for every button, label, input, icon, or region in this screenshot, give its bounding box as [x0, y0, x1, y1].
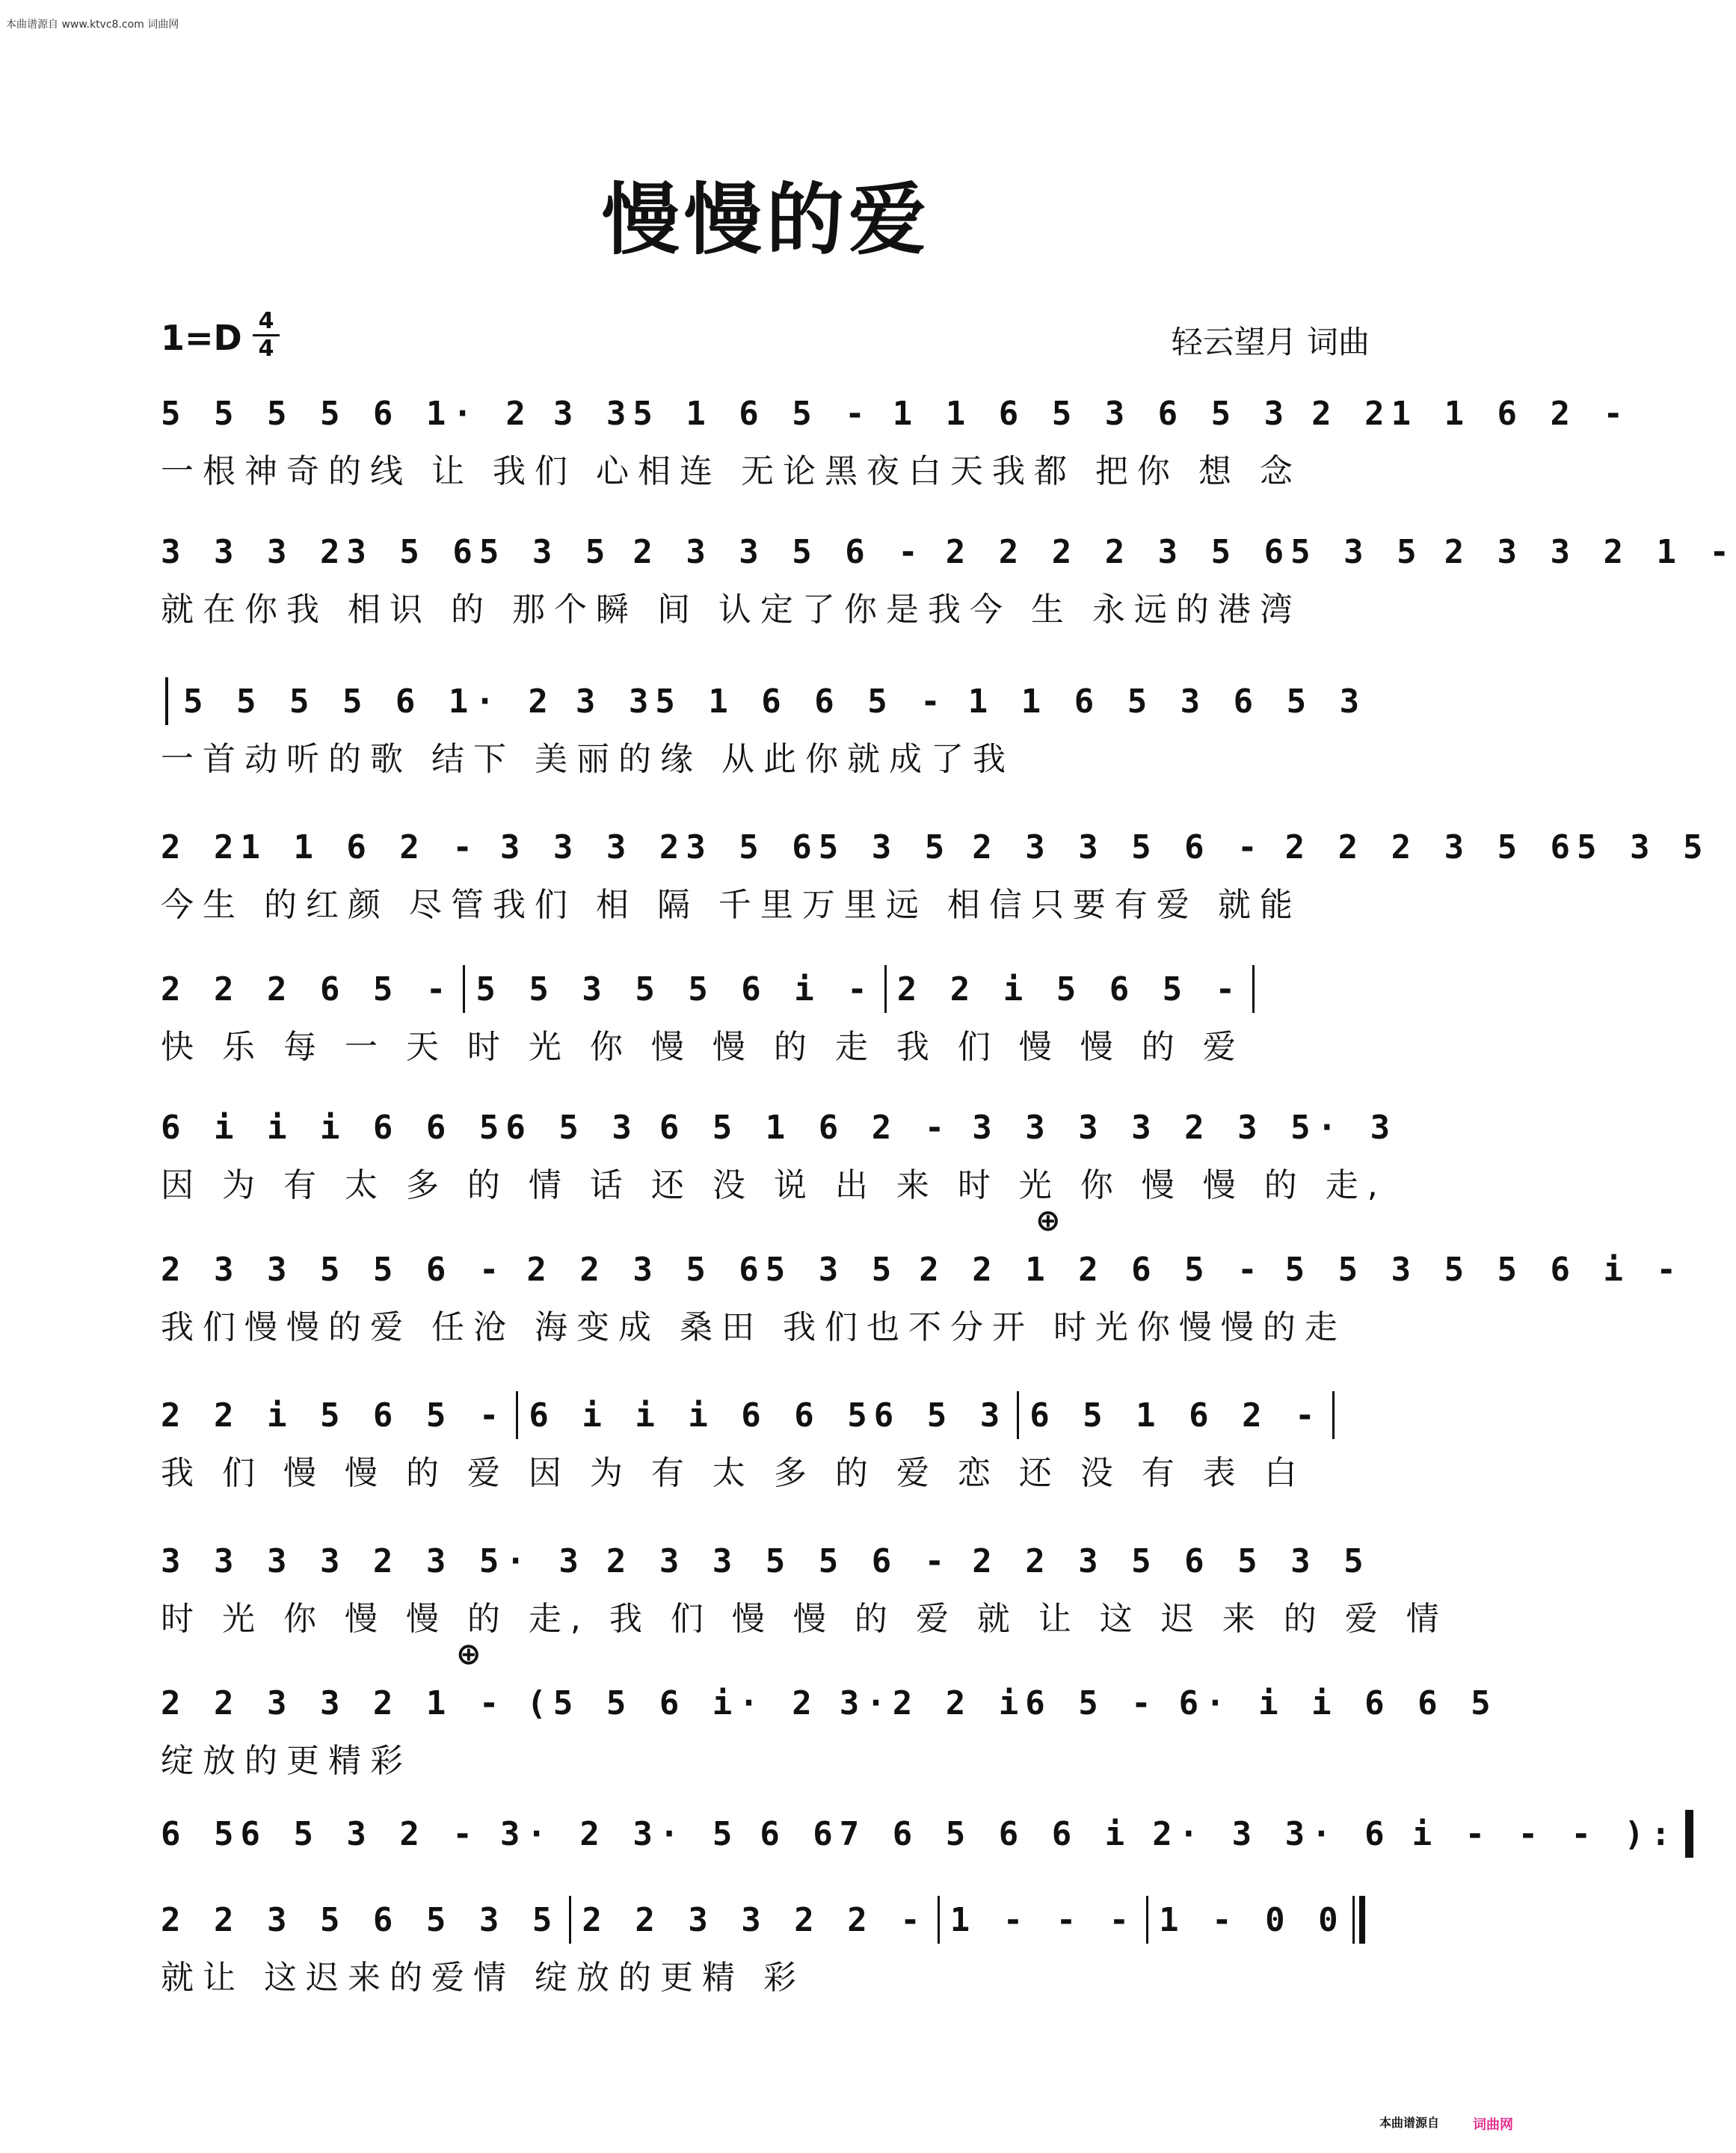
- barline: [463, 965, 465, 1013]
- lyrics-line: 时 光 你 慢 慢 的 走, 我 们 慢 慢 的 爱 就 让 这 迟 来 的 爱 情: [161, 1600, 1448, 1638]
- time-signature: [253, 310, 280, 360]
- score-row: [161, 677, 1376, 777]
- notes-line: [161, 964, 1376, 1014]
- lyrics-line: 绽放的更精彩: [161, 1742, 412, 1780]
- barline: [1017, 1391, 1019, 1439]
- side-watermark-left: [3, 52, 18, 2108]
- measure: 5 5 3 5 5 6 i -: [1284, 1250, 1683, 1289]
- final-barline: [1352, 1896, 1365, 1944]
- measure: 5 5 5 5 6 1· 2: [161, 394, 532, 433]
- barline: [516, 1391, 518, 1439]
- measure: 2 2 3 5 6 5 3 5: [972, 1541, 1370, 1580]
- measure: 1 - 0 0: [1159, 1900, 1345, 1939]
- notes-line: [161, 1678, 1498, 1728]
- measure: 2 2 2 6 5 -: [161, 970, 453, 1008]
- score-row: [161, 1536, 1448, 1638]
- lyrics-line: 因 为 有 太 多 的 情 话 还 没 说 出 来 时 光 你 慢 慢 的 走,: [161, 1166, 1387, 1204]
- score-row: [161, 1809, 1678, 1909]
- notes-line: [161, 527, 1736, 576]
- barline: [569, 1896, 571, 1944]
- measure: 6 5 1 6 2 -: [659, 1108, 952, 1147]
- measure: 6 67 6 5 6 6 i: [760, 1814, 1132, 1853]
- key-signature: 1=D: [161, 318, 242, 358]
- score-row: [161, 1245, 1683, 1346]
- measure: 6 5 1 6 2 -: [1029, 1396, 1322, 1435]
- lyrics-line: 就让 这迟来的爱情 绽放的更精 彩: [161, 1959, 805, 1997]
- measure: 2 3 3 5 6 -: [632, 532, 925, 571]
- measure: 2 2 3 3 2 2 -: [582, 1900, 927, 1939]
- lyrics-line: 一根神奇的线 让 我们 心相连 无论黑夜白天我都 把你 想 念: [161, 452, 1302, 490]
- score-row: [161, 1390, 1376, 1491]
- measure: 2 2 3 3 2 1 -: [161, 1684, 506, 1722]
- notes-line: [161, 1390, 1376, 1440]
- author-credit: 轻云望月 词曲: [1171, 324, 1370, 360]
- measure: 2 2 2 3 5 65 3 5: [1284, 828, 1710, 866]
- footer-source-text: 本曲谱源自: [1379, 2116, 1439, 2130]
- measure: 2 2 2 2 3 5 65 3 5: [945, 532, 1423, 571]
- measure: 5 5 3 5 5 6 i -: [475, 970, 874, 1008]
- barline: [1146, 1896, 1148, 1944]
- site-header-text: 本曲谱源自 www.ktvc8.com 词曲网: [6, 19, 179, 31]
- score-row: [161, 1895, 1376, 1995]
- score-row: [161, 964, 1376, 1065]
- notes-line: [161, 1103, 1397, 1152]
- notes-line: [161, 1895, 1376, 1944]
- lyrics-line: 我们慢慢的爱 任沧 海变成 桑田 我们也不分开 时光你慢慢的走: [161, 1308, 1346, 1346]
- lyrics-line: 今生 的红颜 尽管我们 相 隔 千里万里远 相信只要有爱 就能: [161, 886, 1302, 924]
- barline: [1332, 1391, 1335, 1439]
- notes-line: [161, 1536, 1376, 1586]
- measure: 6· i i 6 6 5: [1178, 1684, 1498, 1722]
- measure: 3·2 2 i6 5 -: [839, 1684, 1158, 1722]
- barline: [938, 1896, 940, 1944]
- notes-line: [161, 1245, 1683, 1294]
- measure: 1 - - -: [949, 1900, 1136, 1939]
- lyrics-line: 快 乐 每 一 天 时 光 你 慢 慢 的 走 我 们 慢 慢 的 爱: [161, 1028, 1245, 1066]
- measure: i - - - ):: [1412, 1814, 1678, 1853]
- measure: 3 35 1 6 5 -: [552, 394, 872, 433]
- coda-mark: ⊕: [456, 1637, 481, 1672]
- measure: 2· 3 3· 6: [1152, 1814, 1391, 1853]
- notes-line: [161, 389, 1631, 438]
- measure: 3· 2 3· 5: [499, 1814, 739, 1853]
- measure: 3 35 1 6 6 5 -: [575, 682, 947, 721]
- measure: 2 2 1 2 6 5 -: [919, 1250, 1264, 1289]
- lyrics-line: 我 们 慢 慢 的 爱 因 为 有 太 多 的 爱 恋 还 没 有 表 白: [161, 1454, 1306, 1492]
- barline: [884, 965, 887, 1013]
- song-title: 慢慢的爱: [601, 173, 931, 265]
- repeat-end-barline: [1685, 1810, 1693, 1858]
- notes-line: [161, 1809, 1678, 1858]
- measure: 1 1 6 5 3 6 5 3: [892, 394, 1291, 433]
- score-row: [161, 822, 1710, 924]
- score-row: [161, 1678, 1498, 1780]
- time-signature-top: 4: [258, 308, 274, 334]
- measure: (5 5 6 i· 2: [526, 1684, 819, 1722]
- lyrics-line: 就在你我 相识 的 那个瞬 间 认定了你是我今 生 永远的港湾: [161, 591, 1302, 629]
- score-row: [161, 527, 1736, 629]
- time-signature-bottom: 4: [258, 336, 274, 362]
- measure: 5 5 5 5 6 1· 2: [183, 682, 555, 721]
- measure: 6 i i i 6 6 56 5 3: [529, 1396, 1007, 1435]
- side-watermark-right: [1515, 52, 1530, 2108]
- barline: [1252, 965, 1255, 1013]
- measure: 6 i i i 6 6 56 5 3: [161, 1108, 638, 1147]
- repeat-start-barline: [161, 677, 164, 725]
- measure: 2 21 1 6 2 -: [1311, 394, 1631, 433]
- measure: 2 3 3 2 1 -: [1444, 532, 1736, 571]
- notes-line: [161, 677, 1376, 726]
- measure: 1 1 6 5 3 6 5 3: [967, 682, 1367, 721]
- measure: 2 2 3 5 65 3 5: [526, 1250, 899, 1289]
- measure: 2 21 1 6 2 -: [161, 828, 479, 866]
- score-row: [161, 1103, 1397, 1204]
- measure: 2 2 i 5 6 5 -: [161, 1396, 506, 1435]
- measure: 3 3 3 23 5 65 3 5: [499, 828, 952, 866]
- measure: 2 2 3 5 6 5 3 5: [161, 1900, 559, 1939]
- measure: 2 3 3 5 6 -: [972, 828, 1264, 866]
- measure: 3 3 3 3 2 3 5· 3: [972, 1108, 1397, 1147]
- coda-mark: ⊕: [1035, 1204, 1061, 1238]
- footer-site-logo: 词曲网: [1473, 2117, 1513, 2133]
- score-row: [161, 389, 1631, 490]
- measure: 2 3 3 5 5 6 -: [161, 1250, 506, 1289]
- measure: 2 3 3 5 5 6 -: [606, 1541, 952, 1580]
- measure: 3 3 3 23 5 65 3 5: [161, 532, 612, 571]
- notes-line: [161, 822, 1710, 872]
- measure: 6 56 5 3 2 -: [161, 1814, 479, 1853]
- lyrics-line: 一首动听的歌 结下 美丽的缘 从此你就成了我: [161, 740, 1015, 778]
- measure: 2 2 i 5 6 5 -: [896, 970, 1243, 1008]
- measure: 3 3 3 3 2 3 5· 3: [161, 1541, 585, 1580]
